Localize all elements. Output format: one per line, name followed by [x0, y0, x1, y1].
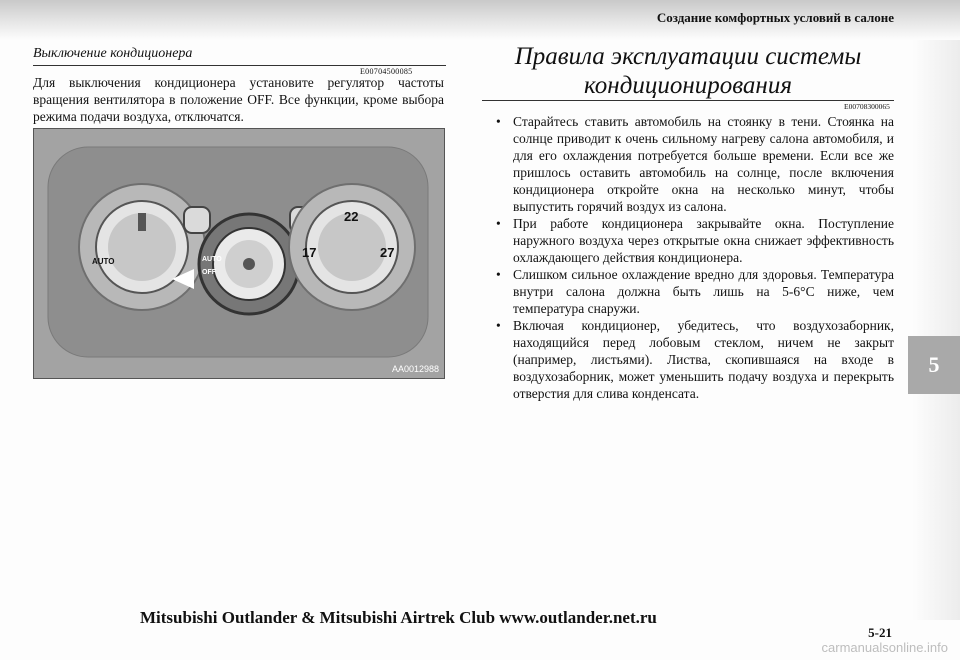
list-item — [486, 266, 894, 317]
fan-speed-knob — [199, 214, 299, 314]
right-section-code: E00708300065 — [844, 102, 890, 111]
chapter-tab: 5 — [908, 336, 960, 394]
heading-rule — [33, 65, 446, 66]
right-title-rule — [482, 100, 894, 101]
right-section-title: Правила эксплуатации системы кондиционирования — [514, 43, 862, 99]
bullet-marker: • — [496, 216, 501, 231]
club-footer: Mitsubishi Outlander & Mitsubishi Airtrek Club www.outlander.net.ru — [140, 608, 657, 627]
tips-list — [486, 113, 894, 402]
list-item — [486, 215, 894, 266]
auto-label-mid: AUTO — [202, 256, 222, 263]
temp-label-22: 22 — [344, 209, 359, 224]
page-edge-strip — [912, 40, 960, 620]
list-item-text: При работе кондиционера закрывайте окна. Поступление наружного воздуха через открытые окна снижает эффективность охлаждающего действия кондиционера. — [513, 216, 894, 265]
list-item — [486, 317, 894, 402]
auto-label-left: AUTO — [92, 257, 115, 266]
list-item-text: Слишком сильное охлаждение вредно для здоровья. Температура внутри салона должна быть лишь на 5-6°С ниже, чем температура снаружи. — [513, 267, 894, 316]
section-code: E00704500085 — [360, 67, 413, 76]
page-number: 5-21 — [868, 625, 892, 640]
temp-label-17: 17 — [302, 245, 317, 260]
section-paragraph: Для выключения кондиционера установите регулятор частоты вращения вентилятора в положение OFF. Все функции, кроме выбора режима подачи воздуха, отключатся. — [33, 75, 444, 124]
running-header-title: Создание комфортных условий в салоне — [656, 10, 894, 25]
rear-defrost-button — [184, 207, 210, 233]
bullet-marker: • — [496, 267, 501, 282]
section-heading: Выключение кондиционера — [33, 46, 193, 61]
off-label: OFF — [202, 269, 216, 276]
mode-knob — [79, 184, 205, 310]
bullet-marker: • — [496, 114, 501, 129]
list-item — [486, 113, 894, 215]
watermark: carmanualsonline.info — [821, 640, 948, 655]
temp-label-27: 27 — [380, 245, 395, 260]
list-item-text: Старайтесь ставить автомобиль на стоянку в тени. Стоянка на солнце приводит к очень сильному нагреву салона автомобиля, и для его охлаждения потребуется больше времени. Если все же пришлось оставить автомобиль на солнце, после включения кондиционера откройте окна на несколько минут, чтобы выпустить горячий воздух из салона. — [513, 114, 894, 214]
list-item-text: Включая кондиционер, убедитесь, что воздухозаборник, находящийся перед лобовым стеклом, ничем не закрыт (например, листьями). Листва, скопившаяся на входе в воздухозаборник, может уменьшить подачу воздуха и перекрыть отверстия для слива конденсата. — [513, 318, 894, 401]
figure-id: AA0012988 — [391, 364, 439, 374]
bullet-marker: • — [496, 318, 501, 333]
climate-control-figure — [33, 128, 445, 379]
climate-control-panel-illustration — [34, 129, 444, 378]
